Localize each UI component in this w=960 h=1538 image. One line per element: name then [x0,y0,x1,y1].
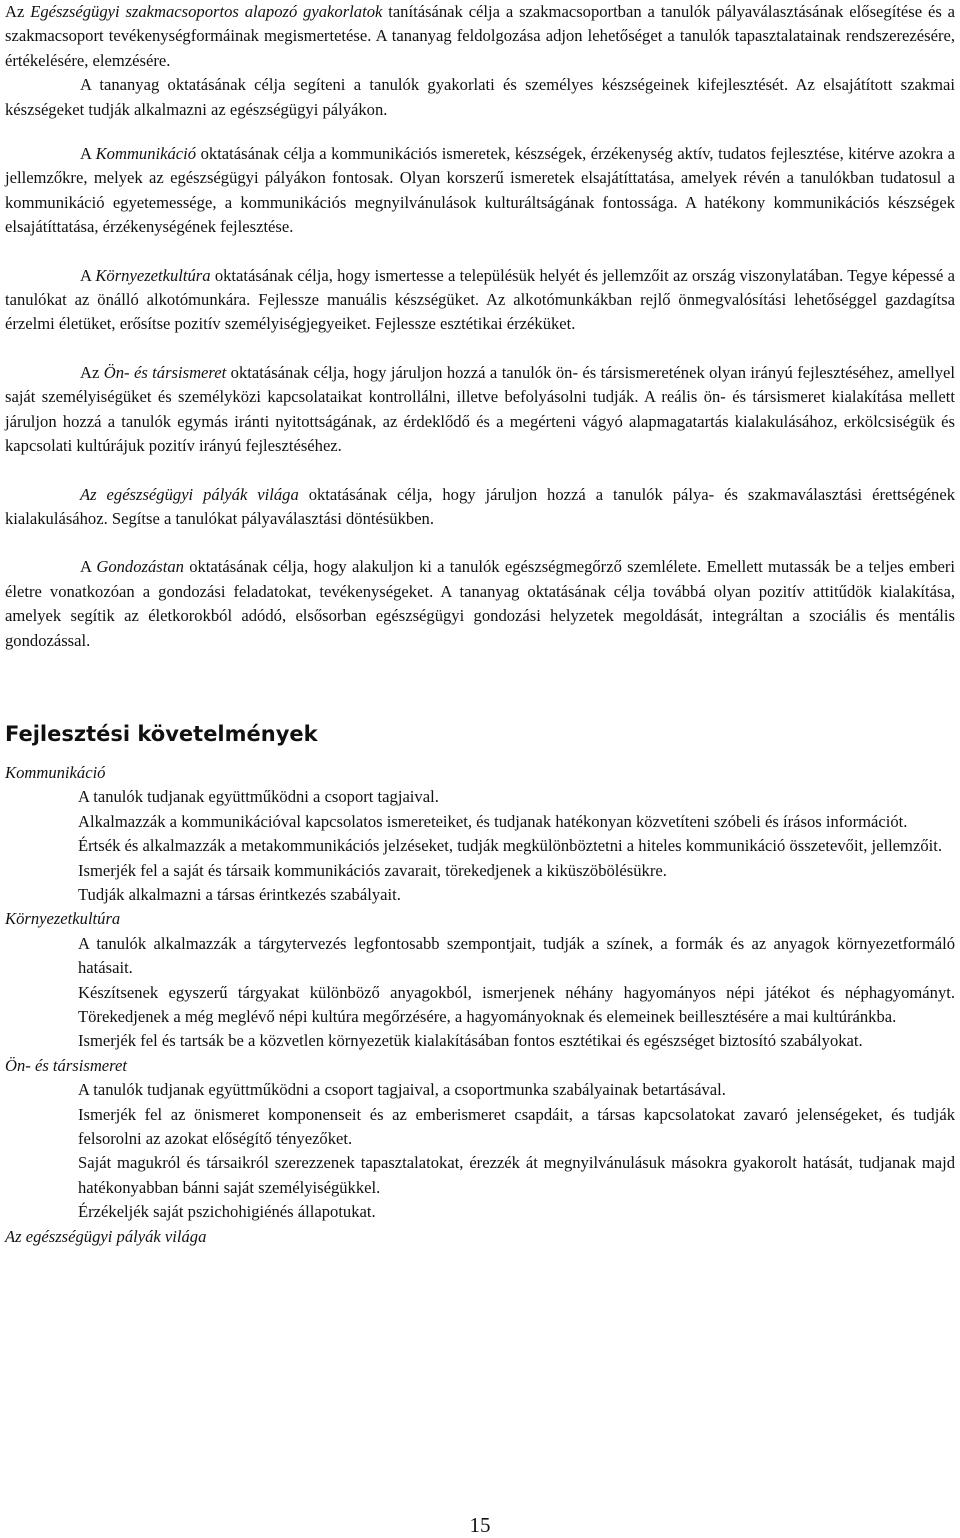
requirement-item: Készítsenek egyszerű tárgyakat különböző anyagokból, ismerjenek néhány hagyományos népi játékot és néphagyományt. Törekedjenek a még meglévő népi kultúra megőrzésére, a hagyományoknak és elemeinek beillesztésére a mai kultúránkba. [78,982,955,1026]
subject-title: Kommunikáció [95,144,197,164]
practice-paragraph: A tananyag oktatásának célja segíteni a tanulók gyakorlati és személyes készségeinek kifejlesztését. Az elsajátított szakmai készségeket tudják alkalmazni az egészségügyi pályákon. [5,75,955,119]
requirement-item: Saját magukról és társaikról szerezzenek tapasztalatokat, érezzék át megnyilvánulásuk másokra gyakorolt hatását, tudjanak majd hatékonyabban bánni saját személyiségükkel. [78,1153,955,1197]
page-number: 15 [469,1513,491,1537]
requirement-item: Ismerjék fel az önismeret komponenseit és az emberismeret csapdáit, a társas kapcsolatokat zavaró jelenségeket, és tudják felsorolni az azokat előségítő tényezőket. [78,1104,955,1149]
requirement-group [5,1225,955,1249]
subject-title: Környezetkultúra [95,265,211,285]
communication-paragraph: A Kommunikáció oktatásának célja a kommunikációs ismeretek, készségek, érzékenység aktív, tudatos fejlesztése, kitérve azokra a jellemzőkre, melyek az egészségügyi pályákon fontosak. Olyan korszerű ismeretek elsajátíttatása, amelyek révén a tanulókban tudatosul a kommunikáció egyetemessége, a kommunikációs megnyilvánulások kulturáltságának fontossága. A hatékony kommunikációs készségek elsajátíttatása, érzékenységének fejlesztése. [5,144,955,237]
document-page [5,0,955,1249]
environment-paragraph: A Környezetkultúra oktatásának célja, hogy ismertesse a településük helyét és jellemzőit az ország viszonylatában. Tegye képessé a tanulókat az önálló alkotómunkára. Fejlessze manuális készségüket. Az alkotómunkákban rejlő önmegvalósítási lehetőséggel gazdagítsa érzelmi életüket, erősítse pozitív személyiségjegyeiket. Fejlessze esztétikai érzéküket. [5,265,956,334]
requirement-group [5,1054,955,1225]
requirements-section [5,761,955,1249]
subject-title: Egészségügyi szakmacsoportos alapozó gyakorlatok [30,2,383,21]
requirement-item: A tanulók alkalmazzák a tárgytervezés legfontosabb szempontjait, tudják a színek, a formák és az anyagok környezetformáló hatásait. [78,933,955,978]
requirement-item: A tanulók tudjanak együttműködni a csoport tagjaival. [78,787,439,807]
requirement-item: Érzékeljék saját pszichohigiénés állapotukat. [78,1202,376,1222]
requirement-group-title: Az egészségügyi pályák világa [5,1226,207,1246]
requirement-group-title: Kommunikáció [5,762,106,782]
requirement-item: Tudják alkalmazni a társas érintkezés szabályait. [78,884,401,904]
requirement-group-title: Környezetkultúra [5,909,121,929]
subject-title: Az egészségügyi pályák világa [80,484,299,504]
subject-title: Ön- és társismeret [103,362,227,382]
requirement-item: Értsék és alkalmazzák a metakommunikációs jelzéseket, tudják megkülönböztetni a hiteles kommunikáció összetevőit, jellemzőit. [78,836,942,856]
requirement-group-title: Ön- és társismeret [5,1055,127,1075]
subject-title: Gondozástan [96,557,184,577]
intro-paragraph: Az Egészségügyi szakmacsoportos alapozó gyakorlatok tanításának célja a szakmacsoportban a tanulók pályaválasztásának elősegítése és a szakmacsoport tevékenységformáinak megismertetése. A tananyag feldolgozása adjon lehetőséget a tanulók tapasztalatainak rendszerezésére, értékelésére, elemzésére. [5,2,955,70]
requirement-group [5,907,955,1053]
self-knowledge-paragraph: Az Ön- és társismeret oktatásának célja, hogy járuljon hozzá a tanulók ön- és társismeretének olyan irányú fejlesztéséhez, amellyel saját személyiségüket és személyközi kapcsolataikat kontrollálni, illetve befolyásolni tudják. A reális ön- és társismeret kialakítása mellett járuljon hozzá a tanulók egymás iránti nyitottságának, az érdeklődő és a megérteni vágyó alapmagatartás kialakulásához, erkölcsiségük és kapcsolati kultúrájuk pozitív irányú fejlesztéséhez. [5,362,955,456]
requirement-item: Alkalmazzák a kommunikációval kapcsolatos ismereteiket, és tudjanak hatékonyan közvetíteni szóbeli és írásos információt. [78,811,908,831]
requirement-item: A tanulók tudjanak együttműködni a csoport tagjaival, a csoportmunka szabályainak betartásával. [78,1080,726,1100]
requirement-group [5,761,955,907]
section-heading: Fejlesztési követelmények [5,721,318,746]
careers-paragraph: Az egészségügyi pályák világa oktatásának célja, hogy járuljon hozzá a tanulók pálya- és szakmaválasztási érettségének kialakulásához. Segítse a tanulókat pályaválasztási döntésükben. [5,484,955,528]
requirement-item: Ismerjék fel a saját és társaik kommunikációs zavarait, törekedjenek a kiküszöbölésükre. [78,860,667,880]
care-paragraph: A Gondozástan oktatásának célja, hogy alakuljon ki a tanulók egészségmegőrző szemlélete. Emellett mutassák be a teljes emberi életre vonatkozóan a gondozási feladatokat, tevékenységeket. A tananyag oktatásának célja továbbá olyan pozitív attitűdök kialakítása, amelyek segítik az életkorokból adódó, elsősorban egészségügyi gondozási helyzetek megoldását, integráltan a szociális és mentális gondozással. [5,557,956,650]
requirement-item: Ismerjék fel és tartsák be a közvetlen környezetük kialakításában fontos esztétikai és egészséget biztosító szabályokat. [78,1031,863,1051]
